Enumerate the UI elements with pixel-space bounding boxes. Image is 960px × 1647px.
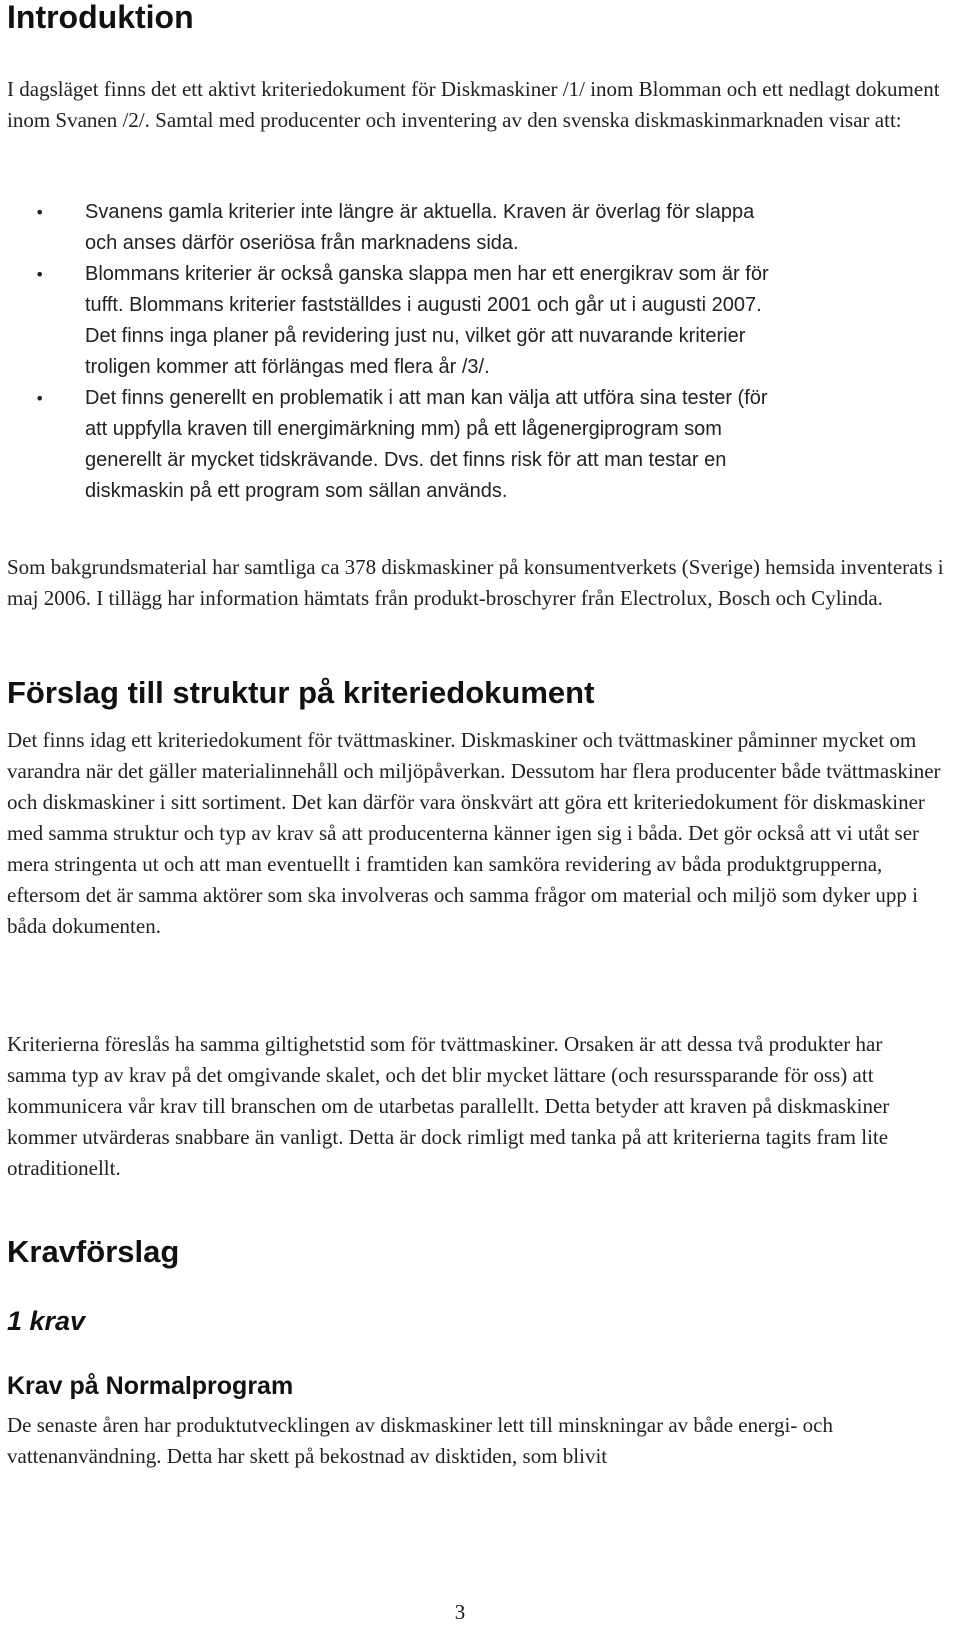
bullet-line: och anses därför oseriösa från marknadens sida. xyxy=(85,232,519,254)
bullet-icon: • xyxy=(35,389,45,408)
section-heading-kravforslag: Kravförslag xyxy=(7,1234,180,1269)
page-number: 3 xyxy=(454,1600,466,1624)
bullet-line: Det finns generellt en problematik i att man kan välja att utföra sina tester (för xyxy=(85,387,768,409)
bullet-line: tufft. Blommans kriterier fastställdes i augusti 2001 och går ut i augusti 2007. xyxy=(85,294,762,316)
requirement-heading: Krav på Normalprogram xyxy=(7,1372,294,1400)
structure-paragraph-2: Kriterierna föreslås ha samma giltighetstid som för tvättmaskiner. Orsaken är att dessa två produkter har samma typ av krav på det omgivande skalet, och det blir mycket lättare (och resurssparande för oss) att kommunicera vår krav till branschen om de utarbetas parallellt. Detta betyder att kraven på diskmaskiner kommer utvärderas snabbare än vanligt. Detta är dock rimligt med tanka på att kriterierna tagits fram lite otraditionellt. xyxy=(7,1032,890,1180)
bullet-item xyxy=(0,259,950,383)
bullet-line: Det finns inga planer på revidering just nu, vilket gör att nuvarande kriterier xyxy=(85,325,746,347)
requirement-paragraph: De senaste åren har produktutvecklingen av diskmaskiner lett till minskningar av både energi- och vattenanvändning. Detta har skett på bekostnad av disktiden, som blivit xyxy=(7,1413,833,1468)
bullet-icon: • xyxy=(35,203,45,222)
bullet-list xyxy=(0,197,950,507)
bullet-item xyxy=(0,383,950,507)
bullet-line: Svanens gamla kriterier inte längre är aktuella. Kraven är överlag för slappa xyxy=(85,201,755,223)
section-heading-introduktion: Introduktion xyxy=(7,0,194,35)
subsection-heading: 1 krav xyxy=(7,1306,86,1336)
bullet-line: diskmaskin på ett program som sällan används. xyxy=(85,480,508,502)
intro-paragraph: I dagsläget finns det ett aktivt kriteriedokument för Diskmaskiner /1/ inom Blomman och ett nedlagt dokument inom Svanen /2/. Samtal med producenter och inventering av den svenska diskmaskinmarknaden visar att: xyxy=(7,77,940,132)
background-paragraph: Som bakgrundsmaterial har samtliga ca 378 diskmaskiner på konsumentverkets (Sverige) hemsida inventerats i maj 2006. I tillägg har information hämtats från produkt-broschyrer från Electrolux, Bosch och Cylinda. xyxy=(7,555,944,610)
section-heading-struktur: Förslag till struktur på kriteriedokument xyxy=(7,675,595,710)
bullet-line: troligen kommer att förlängas med flera år /3/. xyxy=(85,356,490,378)
bullet-line: Blommans kriterier är också ganska slappa men har ett energikrav som är för xyxy=(85,263,769,285)
bullet-item xyxy=(0,197,950,259)
structure-paragraph-1: Det finns idag ett kriteriedokument för tvättmaskiner. Diskmaskiner och tvättmaskiner påminner mycket om varandra när det gäller materialinnehåll och miljöpåverkan. Dessutom har flera producenter både tvättmaskiner och diskmaskiner i sitt sortiment. Det kan därför vara önskvärt att göra ett kriteriedokument för diskmaskiner med samma struktur och typ av krav så att producenterna känner igen sig i båda. Det gör också att vi utåt ser mera stringenta ut och att man eventuellt i framtiden kan samköra revidering av båda produktgrupperna, eftersom det är samma aktörer som ska involveras och samma frågor om material och miljö som dyker upp i båda dokumenten. xyxy=(7,728,941,938)
bullet-icon: • xyxy=(35,265,45,284)
bullet-line: generellt är mycket tidskrävande. Dvs. det finns risk för att man testar en xyxy=(85,449,727,471)
bullet-line: att uppfylla kraven till energimärkning mm) på ett lågenergiprogram som xyxy=(85,418,722,440)
